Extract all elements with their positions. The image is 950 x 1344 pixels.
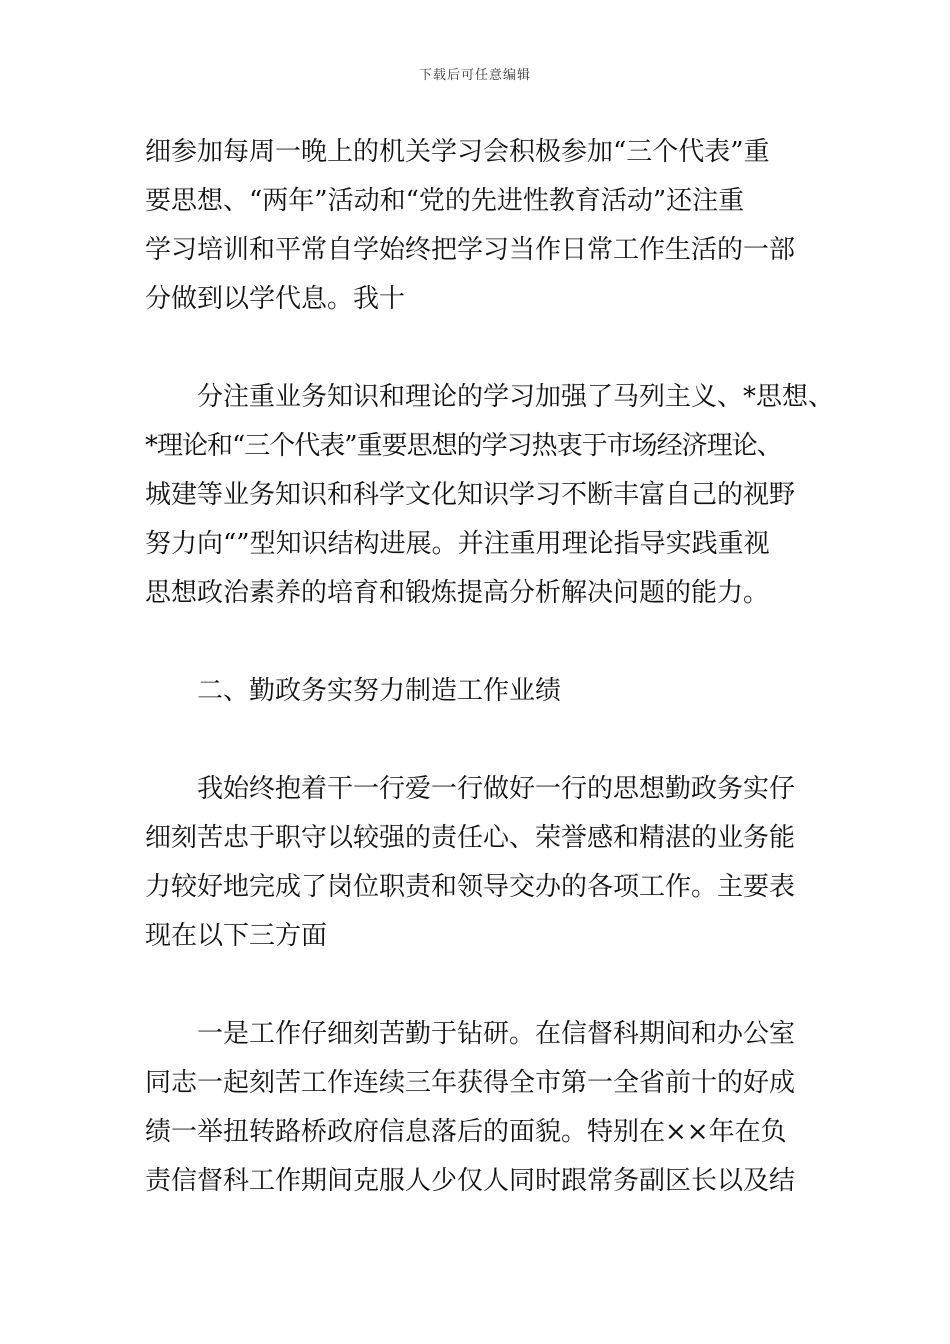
text-line: 一是工作仔细刻苦勤于钻研。在信督科期间和办公室 [197, 1019, 796, 1049]
text-line: 细参加每周一晚上的机关学习会积极参加“三个代表”重 [145, 137, 770, 167]
text-line: 责信督科工作期间克服人少仅人同时跟常务副区长以及结 [145, 1166, 796, 1196]
text-line: 力较好地完成了岗位职责和领导交办的各项工作。主要表 [145, 872, 796, 902]
text-line: *理论和“三个代表”重要思想的学习热衷于市场经济理论、 [145, 431, 782, 461]
text-line: 细刻苦忠于职守以较强的责任心、荣誉感和精湛的业务能 [145, 823, 796, 853]
text-line: 城建等业务知识和科学文化知识学习不断丰富自己的视野 [145, 480, 796, 510]
text-line: 要思想、“两年”活动和“党的先进性教育活动”还注重 [145, 186, 745, 216]
text-line: 努力向“”型知识结构进展。并注重用理论指导实践重视 [145, 529, 770, 559]
document-body [145, 128, 835, 1206]
text-line: 我始终抱着干一行爱一行做好一行的思想勤政务实仔 [197, 774, 796, 804]
section-title: 二、勤政务实努力制造工作业绩 [197, 676, 562, 706]
paragraph-spacer [145, 324, 835, 373]
paragraph-1 [145, 128, 835, 324]
text-line: 绩一举扭转路桥政府信息落后的面貌。特别在××年在负 [145, 1117, 787, 1147]
paragraph-3 [145, 765, 835, 961]
text-line: 同志一起刻苦工作连续三年获得全市第一全省前十的好成 [145, 1068, 796, 1098]
text-line: 分注重业务知识和理论的学习加强了马列主义、*思想、 [197, 382, 835, 412]
paragraph-spacer [145, 716, 835, 765]
paragraph-2 [145, 373, 835, 618]
paragraph-4 [145, 1010, 835, 1206]
section-heading [145, 667, 835, 716]
page-header-note: 下载后可任意编辑 [418, 68, 531, 83]
text-line: 思想政治素养的培育和锻炼提高分析解决问题的能力。 [145, 578, 770, 608]
paragraph-spacer [145, 961, 835, 1010]
paragraph-spacer [145, 618, 835, 667]
text-line: 分做到以学代息。我十 [145, 284, 406, 314]
text-line: 学习培训和平常自学始终把学习当作日常工作生活的一部 [145, 235, 796, 265]
text-line: 现在以下三方面 [145, 921, 328, 951]
